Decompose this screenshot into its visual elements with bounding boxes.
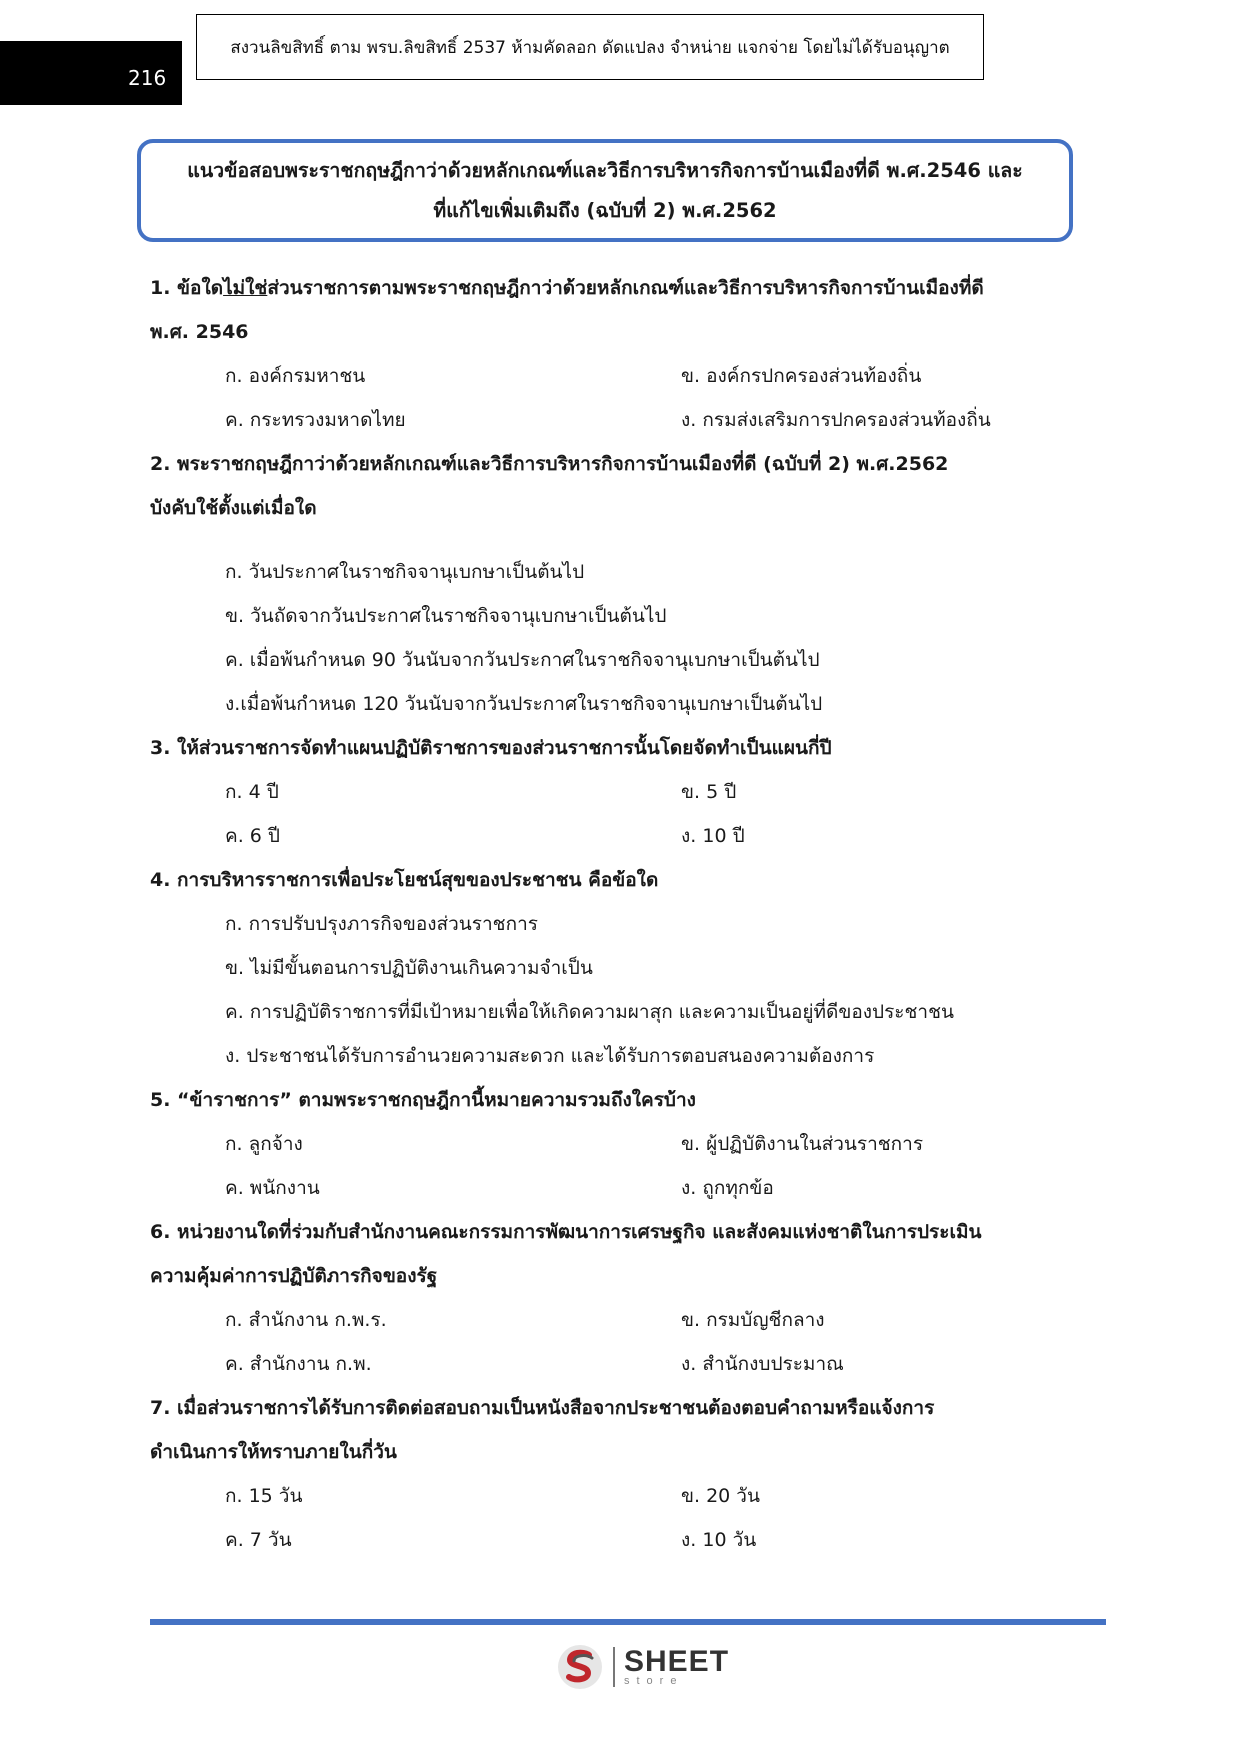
question-1-prefix: 1. ข้อใด bbox=[150, 277, 224, 299]
question-3-option-a: ก. 4 ปี bbox=[225, 781, 279, 803]
question-7-text: 7. เมื่อส่วนราชการได้รับการติดต่อสอบถามเป็นหนังสือจากประชาชนต้องตอบคำถามหรือแจ้งการ bbox=[150, 1397, 935, 1419]
footer-divider bbox=[150, 1619, 1106, 1625]
question-2-option-a-row bbox=[150, 550, 1080, 594]
question-2-option-d: ง.เมื่อพ้นกำหนด 120 วันนับจากวันประกาศในราชกิจจานุเบกษาเป็นต้นไป bbox=[225, 693, 823, 715]
question-7-option-a: ก. 15 วัน bbox=[225, 1485, 303, 1507]
question-6-options-row-2 bbox=[150, 1342, 1080, 1386]
question-1-option-a: ก. องค์กรมหาชน bbox=[225, 365, 366, 387]
question-7-option-b: ข. 20 วัน bbox=[681, 1485, 760, 1507]
question-4-option-b: ข. ไม่มีขั้นตอนการปฏิบัติงานเกินความจำเป็น bbox=[225, 957, 593, 979]
page-number: 216 bbox=[128, 66, 167, 90]
sheet-store-s-icon bbox=[555, 1642, 605, 1692]
question-7-options-row-2 bbox=[150, 1518, 1080, 1562]
question-3-option-b: ข. 5 ปี bbox=[681, 781, 737, 803]
question-6-option-d: ง. สำนักงบประมาณ bbox=[681, 1353, 844, 1375]
logo-text bbox=[624, 1647, 729, 1687]
question-3-option-d: ง. 10 ปี bbox=[681, 825, 745, 847]
question-3-text: 3. ให้ส่วนราชการจัดทำแผนปฏิบัติราชการของส่วนราชการนั้นโดยจัดทำเป็นแผนกี่ปี bbox=[150, 737, 832, 759]
question-2-option-b-row bbox=[150, 594, 1080, 638]
question-6 bbox=[150, 1210, 1080, 1386]
question-4-option-c: ค. การปฏิบัติราชการที่มีเป้าหมายเพื่อให้เกิดความผาสุก และความเป็นอยู่ที่ดีของประชาชน bbox=[225, 1001, 954, 1023]
question-7-options-row-1 bbox=[150, 1474, 1080, 1518]
question-7-option-c: ค. 7 วัน bbox=[225, 1529, 292, 1551]
question-5-option-c: ค. พนักงาน bbox=[225, 1177, 320, 1199]
question-1-text bbox=[150, 266, 1080, 310]
question-4-option-d: ง. ประชาชนได้รับการอำนวยความสะดวก และได้รับการตอบสนองความต้องการ bbox=[225, 1045, 875, 1067]
question-5-options-row-2 bbox=[150, 1166, 1080, 1210]
section-title-line-1: แนวข้อสอบพระราชกฤษฎีกาว่าด้วยหลักเกณฑ์และวิธีการบริหารกิจการบ้านเมืองที่ดี พ.ศ.2546 และ bbox=[187, 158, 1023, 182]
question-7-option-d: ง. 10 วัน bbox=[681, 1529, 757, 1551]
question-4 bbox=[150, 858, 1080, 1078]
question-2-option-a: ก. วันประกาศในราชกิจจานุเบกษาเป็นต้นไป bbox=[225, 561, 585, 583]
question-1-options-row-1 bbox=[150, 354, 1080, 398]
question-2-option-c-row bbox=[150, 638, 1080, 682]
question-5-options-row-1 bbox=[150, 1122, 1080, 1166]
question-4-text: 4. การบริหารราชการเพื่อประโยชน์สุขของประชาชน คือข้อใด bbox=[150, 869, 659, 891]
question-2 bbox=[150, 442, 1080, 726]
question-4-option-a: ก. การปรับปรุงภารกิจของส่วนราชการ bbox=[225, 913, 538, 935]
question-5-option-a: ก. ลูกจ้าง bbox=[225, 1133, 303, 1155]
logo-store-text: store bbox=[624, 1675, 684, 1687]
question-1-option-c: ค. กระทรวงมหาดไทย bbox=[225, 409, 406, 431]
question-6-option-b: ข. กรมบัญชีกลาง bbox=[681, 1309, 825, 1331]
question-5-option-d: ง. ถูกทุกข้อ bbox=[681, 1177, 774, 1199]
section-title-box bbox=[137, 139, 1073, 242]
question-2-option-c: ค. เมื่อพ้นกำหนด 90 วันนับจากวันประกาศในราชกิจจานุเบกษาเป็นต้นไป bbox=[225, 649, 820, 671]
question-2-text: 2. พระราชกฤษฎีกาว่าด้วยหลักเกณฑ์และวิธีการบริหารกิจการบ้านเมืองที่ดี (ฉบับที่ 2) พ.ศ.2562 bbox=[150, 453, 949, 475]
logo-sheet-text: SHEET bbox=[624, 1645, 730, 1678]
question-1-option-b: ข. องค์กรปกครองส่วนท้องถิ่น bbox=[681, 365, 922, 387]
question-4-option-c-row bbox=[150, 990, 1080, 1034]
question-6-text: 6. หน่วยงานใดที่ร่วมกับสำนักงานคณะกรรมการพัฒนาการเศรษฐกิจ และสังคมแห่งชาติในการประเมิน bbox=[150, 1221, 982, 1243]
question-3-option-c: ค. 6 ปี bbox=[225, 825, 280, 847]
question-2-option-d-row bbox=[150, 682, 1080, 726]
question-2-text-line-2: บังคับใช้ตั้งแต่เมื่อใด bbox=[150, 497, 317, 519]
question-6-text-line-2: ความคุ้มค่าการปฏิบัติภารกิจของรัฐ bbox=[150, 1265, 438, 1287]
question-1 bbox=[150, 266, 1080, 442]
question-3-options-row-1 bbox=[150, 770, 1080, 814]
logo-divider bbox=[613, 1647, 615, 1687]
question-1-options-row-2 bbox=[150, 398, 1080, 442]
question-6-option-c: ค. สำนักงาน ก.พ. bbox=[225, 1353, 372, 1375]
question-5 bbox=[150, 1078, 1080, 1210]
question-1-rest: ส่วนราชการตามพระราชกฤษฎีกาว่าด้วยหลักเกณฑ์และวิธีการบริหารกิจการบ้านเมืองที่ดี bbox=[267, 277, 984, 299]
question-5-text: 5. “ข้าราชการ” ตามพระราชกฤษฎีกานี้หมายความรวมถึงใครบ้าง bbox=[150, 1089, 696, 1111]
question-3-options-row-2 bbox=[150, 814, 1080, 858]
question-3 bbox=[150, 726, 1080, 858]
question-1-text-line-2: พ.ศ. 2546 bbox=[150, 321, 249, 343]
copyright-notice bbox=[196, 14, 984, 80]
question-7-text-line-2: ดำเนินการให้ทราบภายในกี่วัน bbox=[150, 1441, 397, 1463]
sheet-store-logo bbox=[555, 1641, 729, 1693]
question-6-option-a: ก. สำนักงาน ก.พ.ร. bbox=[225, 1309, 387, 1331]
question-1-option-d: ง. กรมส่งเสริมการปกครองส่วนท้องถิ่น bbox=[681, 409, 991, 431]
question-1-underlined-word: ไม่ใช่ bbox=[223, 277, 268, 299]
question-7 bbox=[150, 1386, 1080, 1562]
question-6-options-row-1 bbox=[150, 1298, 1080, 1342]
section-title-line-2: ที่แก้ไขเพิ่มเติมถึง (ฉบับที่ 2) พ.ศ.2562 bbox=[433, 198, 777, 222]
question-2-option-b: ข. วันถัดจากวันประกาศในราชกิจจานุเบกษาเป็นต้นไป bbox=[225, 605, 667, 627]
question-5-option-b: ข. ผู้ปฏิบัติงานในส่วนราชการ bbox=[681, 1133, 924, 1155]
question-4-option-d-row bbox=[150, 1034, 1080, 1078]
question-list bbox=[150, 266, 1080, 1562]
question-4-option-b-row bbox=[150, 946, 1080, 990]
copyright-text: สงวนลิขสิทธิ์ ตาม พรบ.ลิขสิทธิ์ 2537 ห้ามคัดลอก ดัดแปลง จำหน่าย แจกจ่าย โดยไม่ได้รับอนุญาต bbox=[230, 37, 950, 58]
question-4-option-a-row bbox=[150, 902, 1080, 946]
